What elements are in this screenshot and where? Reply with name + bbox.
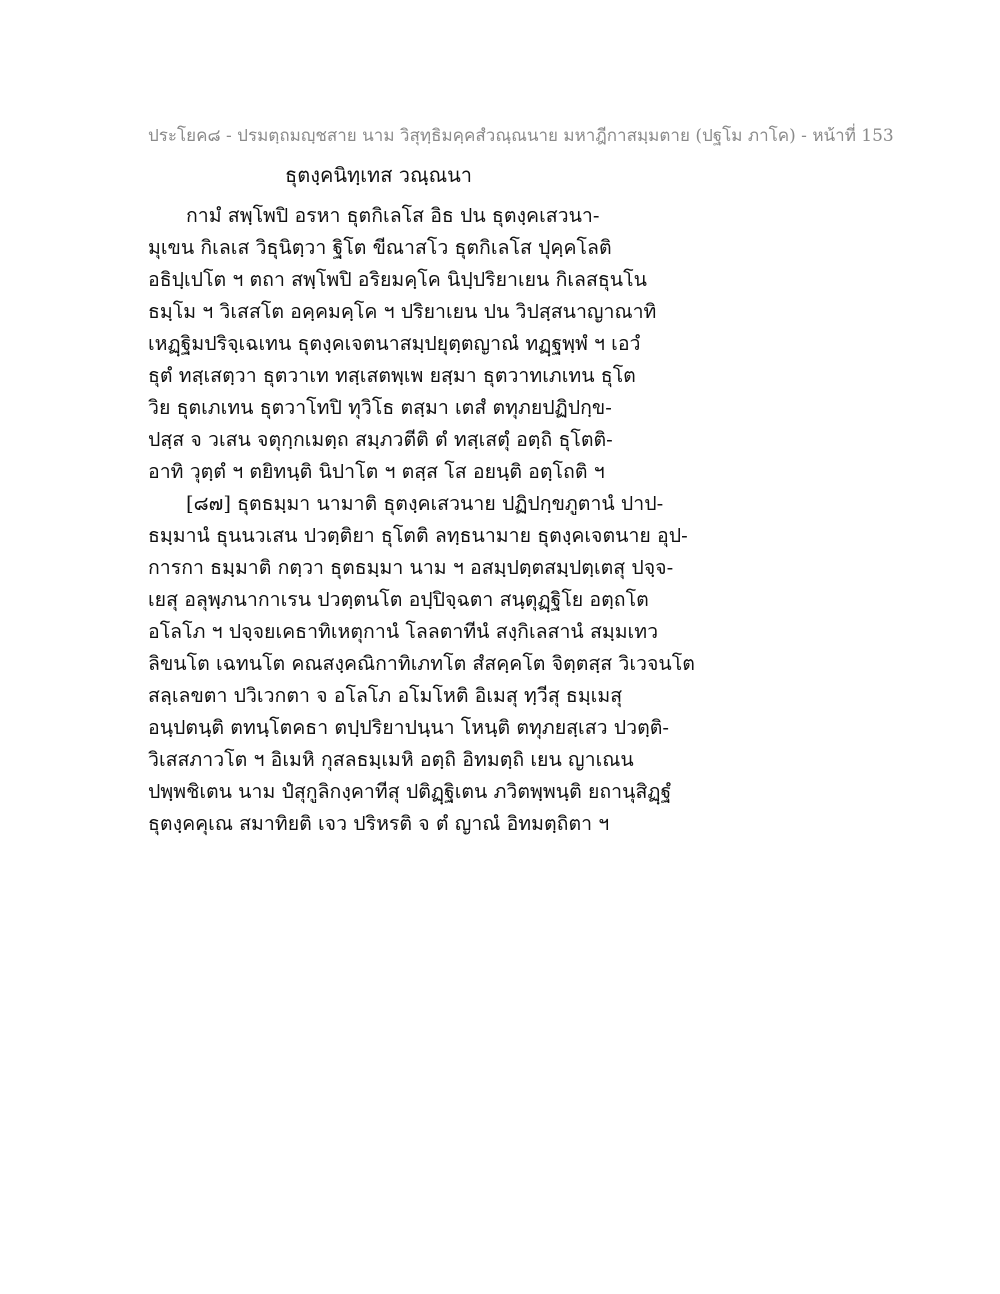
text-line: ปสฺส จ วเสน จตุกฺกเมตฺถ สมฺภวตีติ ตํ ทสฺเสตุํ อตฺถิ ธุโตติ- xyxy=(148,428,613,451)
text-line: [๘๗] ธุตธมฺมา นามาติ ธุตงฺคเสวนาย ปฏิปกฺขภูตานํ ปาป- xyxy=(186,492,664,515)
text-line: อโลโภ ฯ ปจฺจยเคธาทิเหตุกานํ โลลตาทีนํ สงฺกิเลสานํ สมฺมเทว xyxy=(148,620,659,643)
text-line: ธมฺมานํ ธุนนวเสน ปวตฺติยา ธุโตติ ลทฺธนามาย ธุตงฺคเจตนาย อุป- xyxy=(148,524,688,547)
text-line: อธิปฺเปโต ฯ ตถา สพฺโพปิ อริยมคฺโค นิปฺปริยาเยน กิเลสธุนโน xyxy=(148,268,647,291)
text-line: ปพฺพชิเตน นาม ปํสุกูลิกงฺคาทีสุ ปติฏฺฐิเตน ภวิตพฺพนฺติ ยถานุสิฏฺฐํ xyxy=(148,780,672,803)
text-line: อนฺปตนฺติ ตทนฺโตคธา ตปฺปริยาปนฺนา โหนฺติ ตทุภยสฺเสว ปวตฺติ- xyxy=(148,716,669,739)
text-line: การกา ธมฺมาติ กตฺวา ธุตธมฺมา นาม ฯ อสมฺปตฺตสมฺปตฺเตสุ ปจฺจ- xyxy=(148,556,674,579)
section-title: ธุตงฺคนิทฺเทส วณฺณนา xyxy=(285,163,473,187)
text-line: วิเสสภาวโต ฯ อิเมหิ กุสลธมฺเมหิ อตฺถิ อิทมตฺถิ เยน ญาเณน xyxy=(148,748,634,771)
text-line: มุเขน กิเลเส วิธุนิตฺวา ฐิโต ขีณาสโว ธุตกิเลโส ปุคฺคโลติ xyxy=(148,236,612,259)
text-line: ลิขนโต เฉทนโต คณสงฺคณิกาทิเภทโต สํสคฺคโต จิตฺตสฺส วิเวจนโต xyxy=(148,652,695,675)
body-text xyxy=(148,200,708,840)
running-header: ประโยค๘ - ปรมตฺถมญฺชสาย นาม วิสุทฺธิมคฺคสํวณฺณนาย มหาฎีกาสมฺมตาย (ปฐโม ภาโค) - หน้าที่ 153 xyxy=(148,126,894,146)
text-line: วิย ธุตเภเทน ธุตวาโทปิ ทุวิโธ ตสฺมา เตสํ ตทุภยปฏิปกฺข- xyxy=(148,396,612,419)
text-line: เยสุ อลุพฺภนากาเรน ปวตฺตนโต อปฺปิจฺฉตา สนฺตุฏฺฐิโย อตฺถโต xyxy=(148,588,649,611)
text-line: ธุตํ ทสฺเสตฺวา ธุตวาเท ทสฺเสตพฺเพ ยสฺมา ธุตวาทเภเทน ธุโต xyxy=(148,364,636,387)
text-line: สลฺเลขตา ปวิเวกตา จ อโลโภ อโมโหติ อิเมสุ ทฺวีสุ ธมฺเมสุ xyxy=(148,684,623,707)
text-line: กามํ สพฺโพปิ อรหา ธุตกิเลโส อิธ ปน ธุตงฺคเสวนา- xyxy=(186,204,600,227)
text-line: ธุตงฺคคุเณ สมาทิยติ เจว ปริหรติ จ ตํ ญาณํ อิทมตฺถิตา ฯ xyxy=(148,812,610,835)
text-line: เหฏฺฐิมปริจฺเฉเทน ธุตงฺคเจตนาสมฺปยุตฺตญาณํ ทฏฺฐพฺพํ ฯ เอวํ xyxy=(148,332,641,355)
text-line: อาทิ วุตฺตํ ฯ ตยิทนฺติ นิปาโต ฯ ตสฺส โส อยนฺติ อตฺโถติ ฯ xyxy=(148,460,605,483)
text-line: ธมฺโม ฯ วิเสสโต อคฺคมคฺโค ฯ ปริยาเยน ปน วิปสฺสนาญาณาทิ xyxy=(148,300,657,323)
